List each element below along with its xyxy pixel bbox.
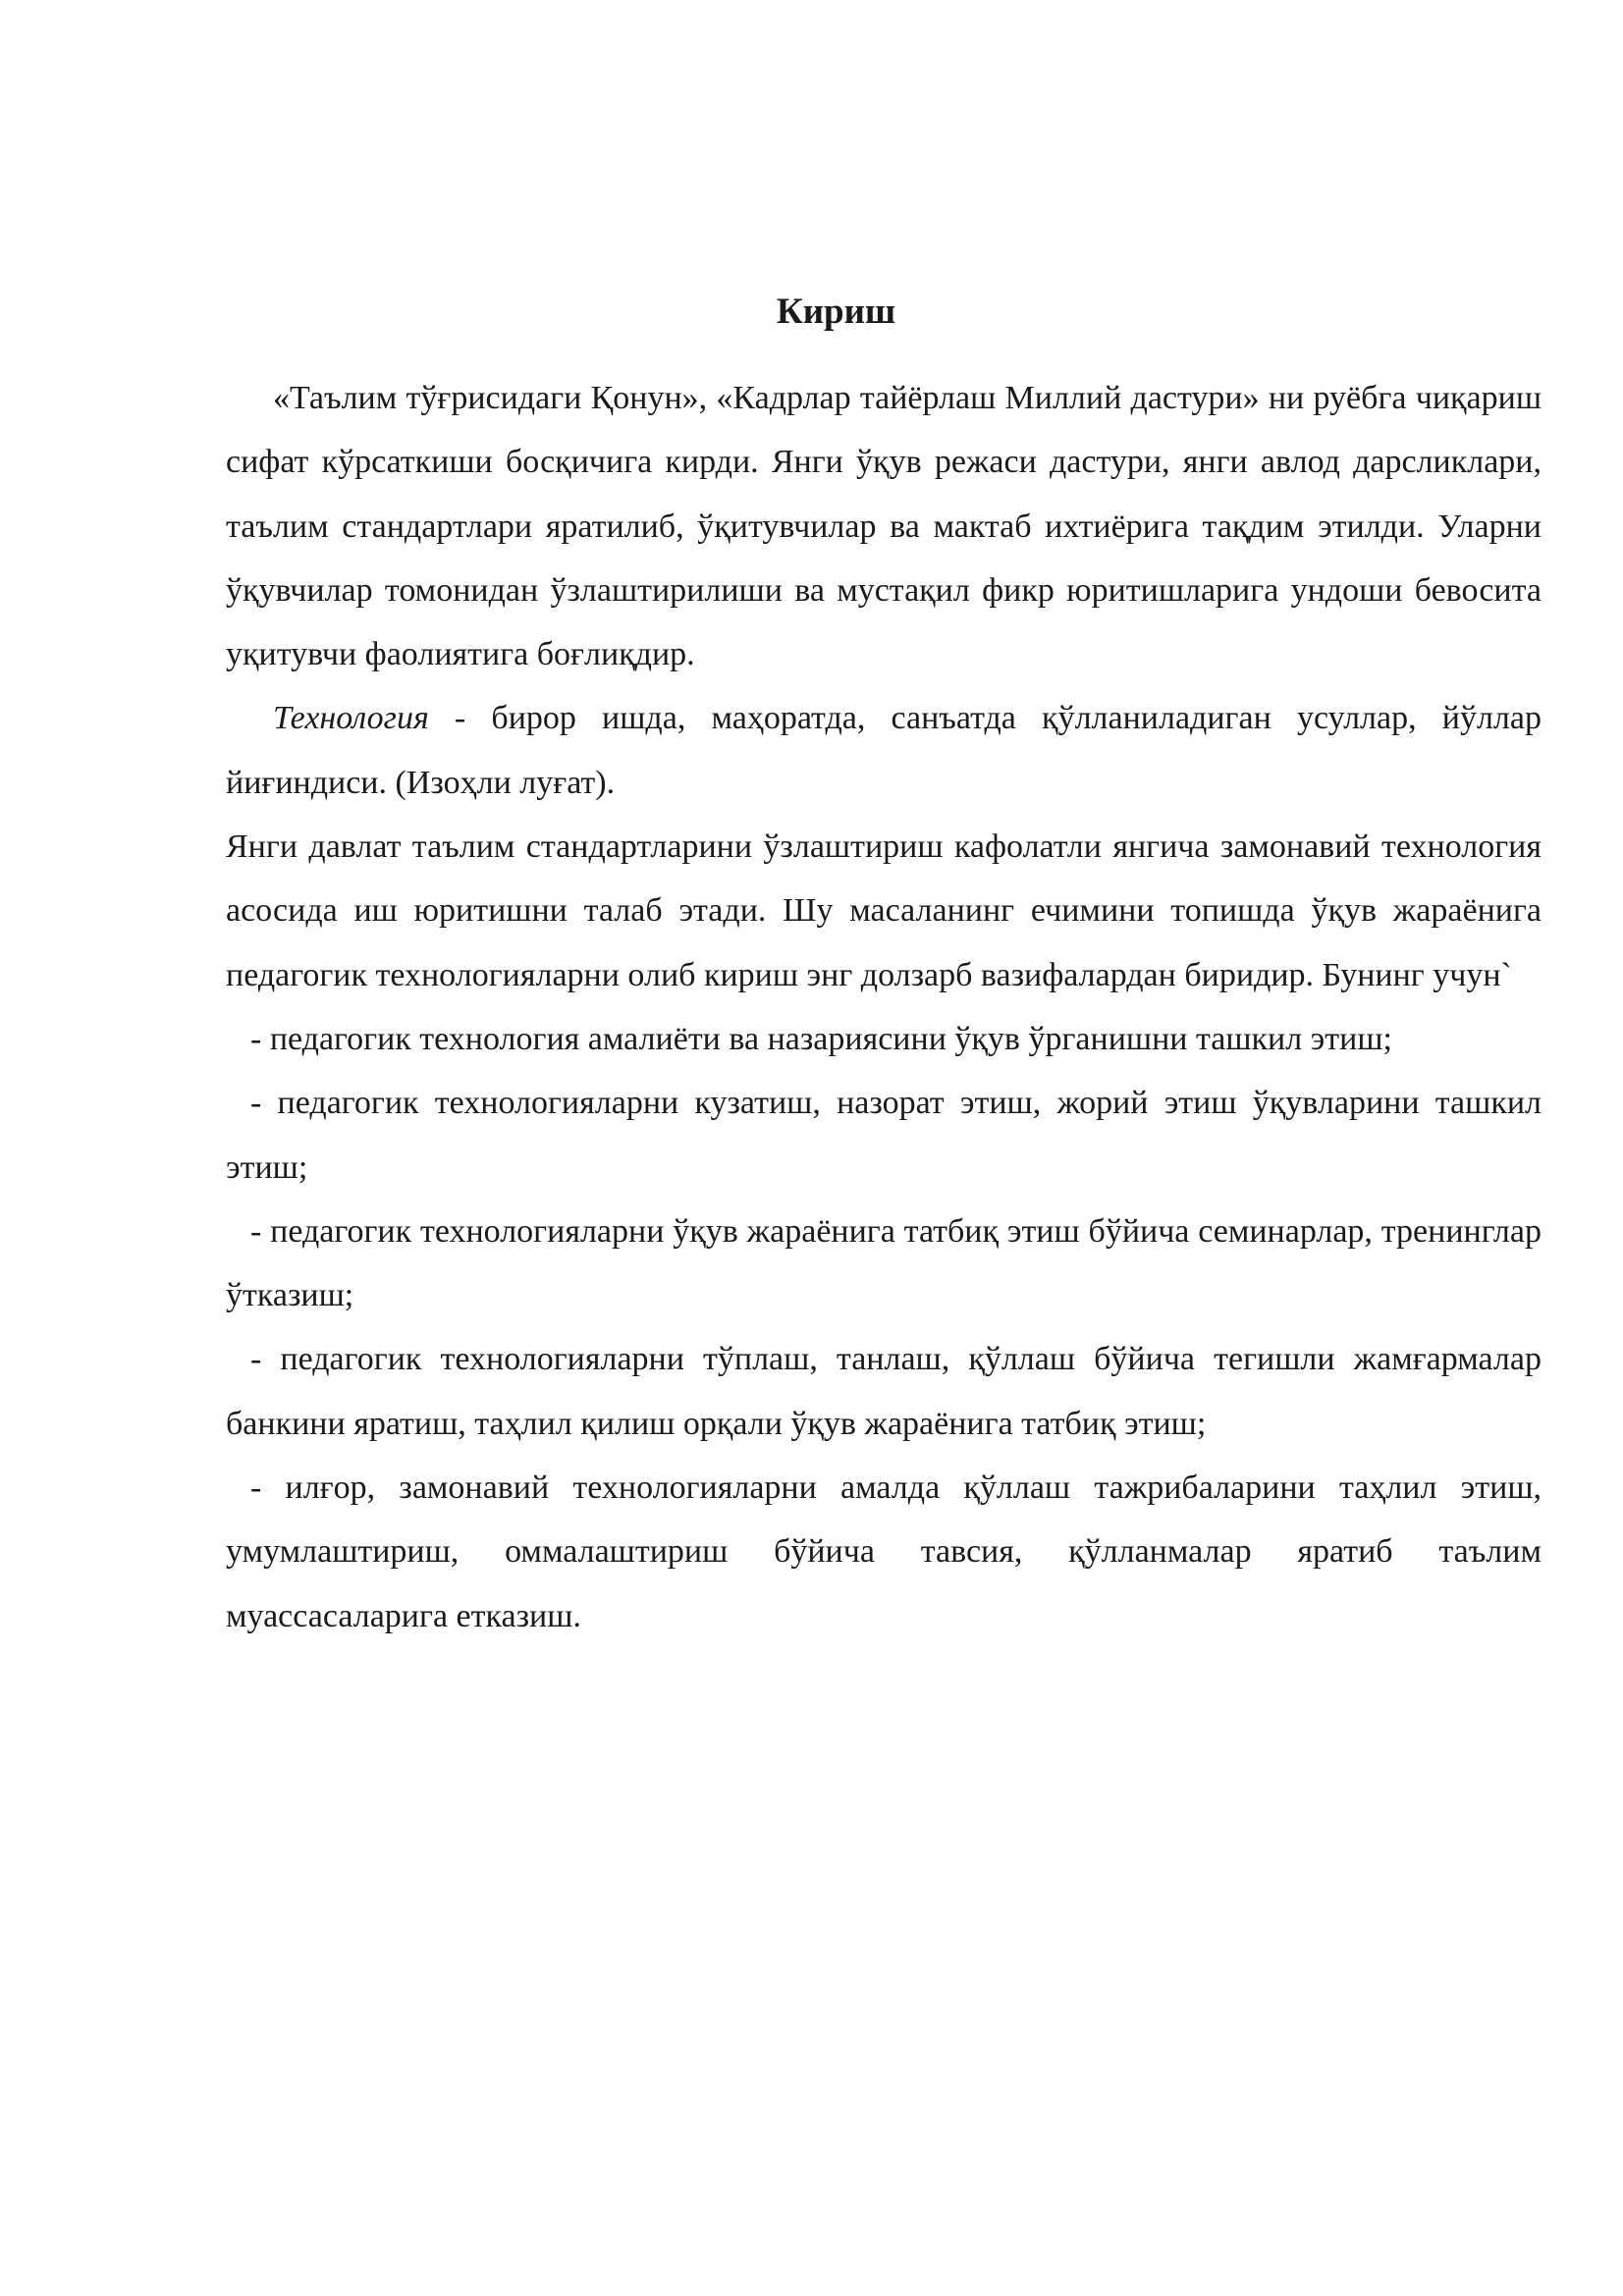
standards-paragraph: Янги давлат таълим стандартларини ўзлаштириш кафолатли янгича замонавий технология асосида иш юритишни талаб этади. Шу масаланинг ечимини топишда ўқув жараёнига педагогик технологияларни олиб кириш энг долзарб вазифалардан биридир. Бунинг учун`: [226, 828, 1542, 993]
intro-paragraph: «Таълим тўғрисидаги Қонун», «Кадрлар тайёрлаш Миллий дастури» ни руёбга чиқариш сифат кўрсаткиши босқичига кирди. Янги ўқув режаси дастури, янги авлод дарсликлари, таълим стандартлари яратилиб, ўқитувчилар ва мактаб ихтиёрига тақдим этилди. Уларни ўқувчилар томонидан ўзлаштирилиши ва мустақил фикр юритишларига ундоши бевосита уқитувчи фаолиятига боғлиқдир.: [226, 380, 1542, 673]
task-item: - илғор, замонавий технологияларни амалда қўллаш тажрибаларини таҳлил этиш, умумлаштириш, оммалаштириш бўйича тавсия, қўлланмалар яратиб таълим муассасаларига етказиш.: [226, 1469, 1542, 1634]
document-body: [226, 366, 1542, 1648]
definition-paragraph: [226, 686, 1542, 815]
task-item: - педагогик технологияларни тўплаш, танлаш, қўллаш бўйича тегишли жамғармалар банкини яратиш, таҳлил қилиш орқали ўқув жараёнига татбиқ этиш;: [226, 1341, 1542, 1442]
task-item: - педагогик технология амалиёти ва назариясини ўқув ўрганишни ташкил этиш;: [250, 1020, 1392, 1057]
definition-term: Технология: [273, 700, 429, 737]
page-title: Кириш: [776, 292, 896, 332]
definition-text: - бирор ишда, маҳоратда, санъатда қўлланиладиган усуллар, йўллар йиғиндиси. (Изоҳли луғат).: [226, 700, 1542, 801]
task-item: - педагогик технологияларни ўқув жараёнига татбиқ этиш бўйича семинарлар, тренинглар ўтказиш;: [226, 1212, 1542, 1314]
task-item: - педагогик технологияларни кузатиш, назорат этиш, жорий этиш ўқувларини ташкил этиш;: [226, 1085, 1542, 1186]
